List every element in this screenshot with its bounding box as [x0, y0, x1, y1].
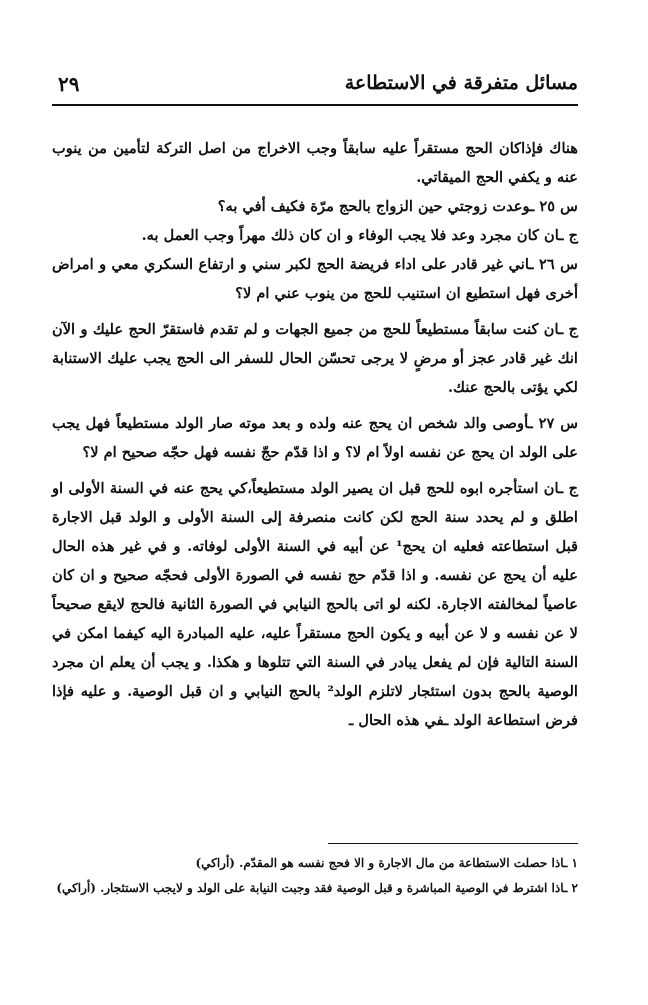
main-text: [52, 134, 578, 735]
paragraph-continuation: هناك فإذاكان الحج مستقراً عليه سابقاً وجب الاخراج من اصل التركة لتأمين من ينوب عنه و يكفي الحج الميقاتي.: [52, 140, 578, 186]
footnote-1: ١ ـاذا حصلت الاستطاعة من مال الاجارة و الا فحج نفسه هو المقدّم. (أراكي): [195, 856, 578, 870]
question-25: س ٢٥ ـوعدت زوجتي حين الزواج بالحج مرّة فكيف أفي به؟: [217, 198, 578, 215]
question-27: س ٢٧ ـأوصى والد شخص ان يحج عنه ولده و بعد موته صار الولد مستطيعاً فهل يجب على الولد ان يحج عن نفسه اولاً ام لا؟ و اذا قدّم حجّ نفسه فهل حجّه صحيح ام لا؟: [52, 415, 579, 461]
footnotes: [52, 853, 578, 903]
answer-27: ج ـان استأجره ابوه للحج قبل ان يصير الولد مستطيعاً،كي يحج عنه في السنة الأولى او اطلق و لم يحدد سنة الحج لكن كانت منصرفة إلى السنة الأولى و الولد قبل الاجارة قبل استطاعته فعليه ان يحج¹ عن أبيه في السنة الأولى لوفاته. و في غير هذه الحال عليه أن يحج عن نفسه. و اذا قدّم حج نفسه في الصورة الأولى فحجّه صحيح و ان كان عاصياً لمخالفته الاجارة. لكنه لو اتى بالحج النيابي في الصورة الثانية فالحج لايقع صحيحاً لا عن نفسه و لا عن أبيه و يكون الحج مستقراً عليه، عليه المبادرة اليه كيفما امكن في السنة التالية فإن لم يفعل يبادر في السنة التي تتلوها و هكذا. و يجب أن يعلم ان مجرد الوصية بالحج بدون استئجار لاتلزم الولد² بالحج النيابي و ان قبل الوصية. و عليه فإذا فرض استطاعة الولد ـفي هذه الحال ـ: [52, 480, 578, 729]
answer-26: ج ـان كنت سابقاً مستطيعاً للحج من جميع الجهات و لم تقدم فاستقرّ الحج عليك و الآن انك غير قادر عجز أو مرضٍ لا يرجى تحسّن الحال للسفر الى الحج يجب عليك الاستنابة لكي يؤتى بالحج عنك.: [52, 321, 578, 396]
footnote-divider: [328, 843, 578, 844]
footnote-2: ٢ ـاذا اشترط في الوصية المباشرة و قبل الوصية فقد وجبت النيابة على الولد و لايجب الاستئجار. (أراكي): [56, 881, 578, 895]
page-number: ٢٩: [58, 72, 80, 96]
answer-25: ج ـان كان مجرد وعد فلا يجب الوفاء و ان كان ذلك مهراً وجب العمل به.: [141, 227, 578, 244]
running-header: [52, 72, 578, 104]
header-divider: [52, 104, 578, 106]
question-26: س ٢٦ ـاني غير قادر على اداء فريضة الحج لكبر سني و ارتفاع السكري معي و امراض أخرى فهل استطيع ان استنيب للحج من ينوب عني ام لا؟: [52, 256, 578, 302]
chapter-title: مسائل متفرقة في الاستطاعة: [344, 72, 578, 94]
